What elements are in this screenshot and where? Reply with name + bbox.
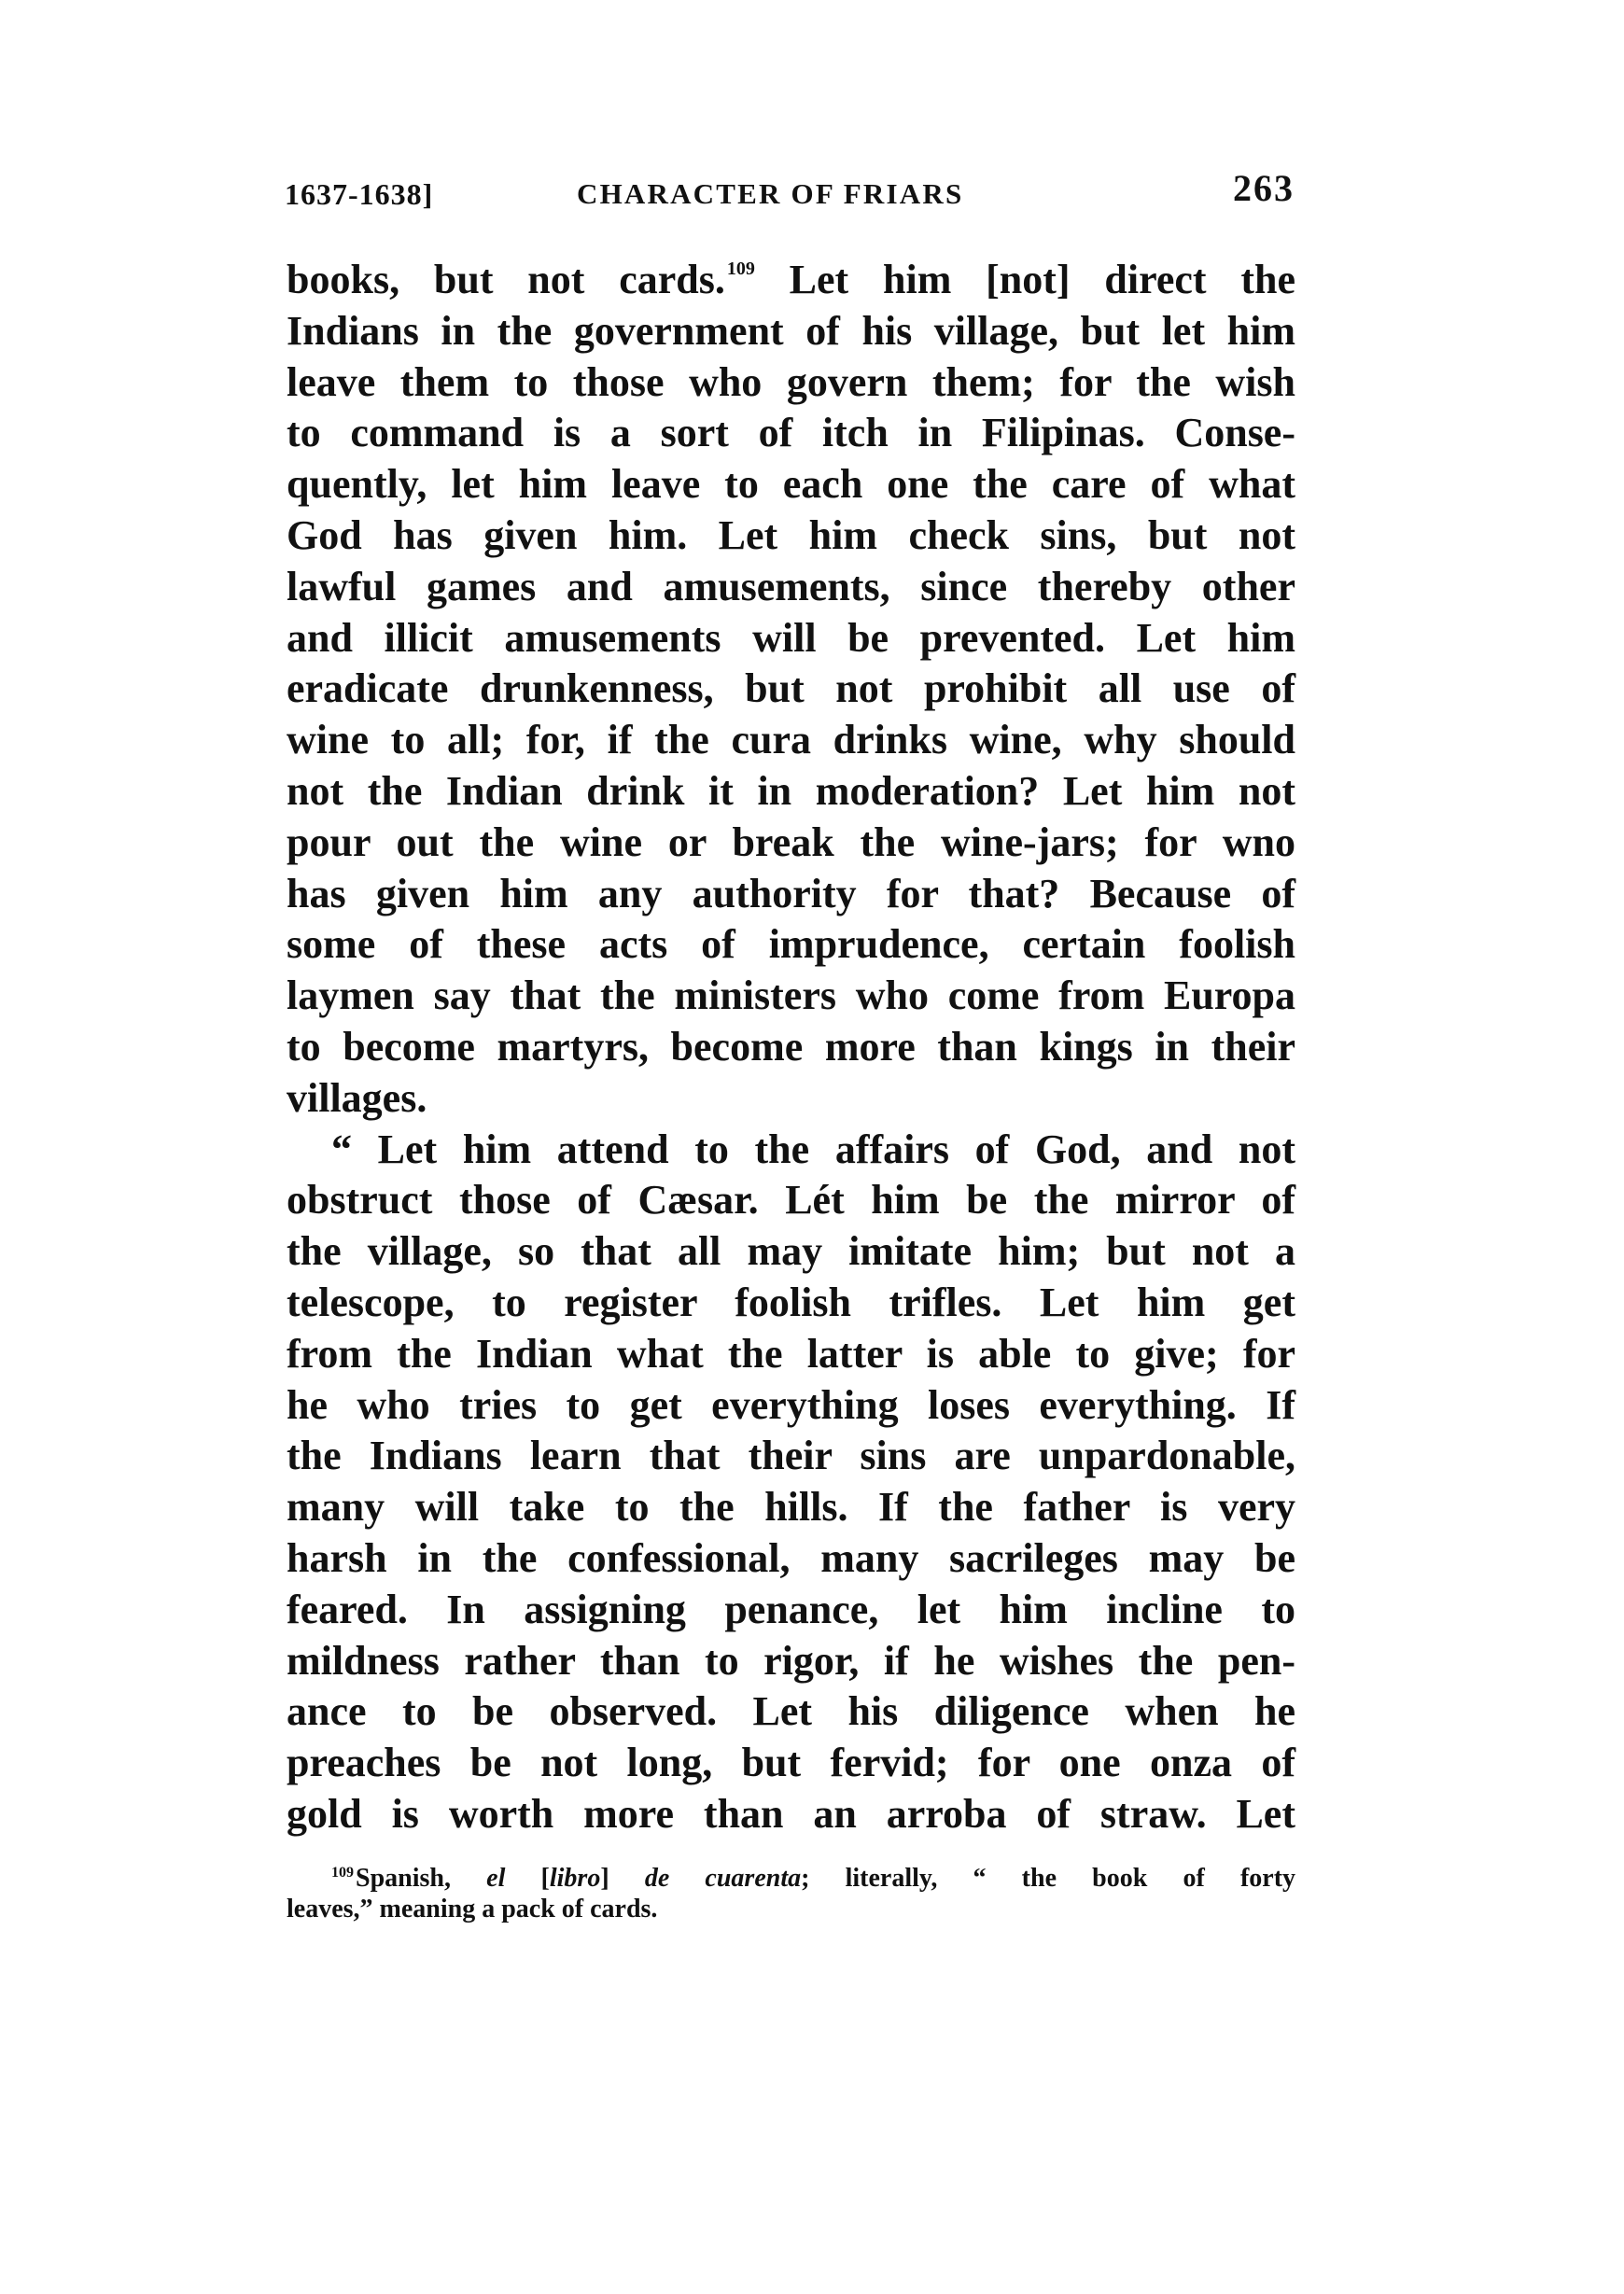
text-line: Indians in the government of his village, but let him: [287, 307, 1295, 354]
text-line: some of these acts of imprudence, certain foolish: [287, 921, 1295, 968]
text-line: he who tries to get everything loses everything. If: [287, 1381, 1295, 1428]
text-line: ance to be observed. Let his diligence when he: [287, 1688, 1295, 1735]
footnote-line: $^{109}$Spanish, el [libro] de cuarenta; literally, “ the book of forty: [331, 1864, 1296, 1893]
text-line: obstruct those of Cæsar. Lét him be the mirror of: [287, 1177, 1295, 1224]
text-line: mildness rather than to rigor, if he wishes the pen-: [287, 1637, 1295, 1684]
text-line: pour out the wine or break the wine-jars; for wno: [287, 818, 1295, 865]
text-line: leave them to those who govern them; for the wish: [287, 358, 1295, 405]
text-line: harsh in the confessional, many sacrileges may be: [287, 1534, 1295, 1581]
text-line: wine to all; for, if the cura drinks wine, why should: [287, 717, 1295, 763]
text-line: feared. In assigning penance, let him incline to: [287, 1586, 1295, 1632]
footnote-reference[interactable]: 109: [726, 259, 755, 279]
running-head: [285, 167, 1295, 220]
running-head-years: 1637-1638]: [285, 177, 434, 211]
text-line: eradicate drunkenness, but not prohibit all use of: [287, 665, 1295, 712]
paragraph-start-line: “ Let him attend to the affairs of God, and not: [331, 1126, 1295, 1172]
text-line: gold is worth more than an arroba of straw. Let: [287, 1790, 1295, 1837]
text-line: to become martyrs, become more than kings in their: [287, 1023, 1295, 1070]
text-line: not the Indian drink it in moderation? Let him not: [287, 767, 1295, 814]
footnote: [287, 1863, 1295, 1924]
paragraph-end-line: villages.: [287, 1074, 427, 1121]
text-line: preaches be not long, but fervid; for one onza of: [287, 1740, 1295, 1786]
text-line: books, but not cards. $^{109}$ Let him [not] direct the: [287, 257, 1295, 302]
text-line: to command is a sort of itch in Filipinas. Conse-: [287, 410, 1295, 456]
text-line: and illicit amusements will be prevented. Let him: [287, 614, 1295, 661]
text-line: lawful games and amusements, since thereby other: [287, 563, 1295, 609]
page-number: 263: [1233, 167, 1295, 209]
text-line: from the Indian what the latter is able to give; for: [287, 1330, 1295, 1377]
text-line: laymen say that the ministers who come from Europa: [287, 972, 1295, 1019]
footnote-line: leaves,” meaning a pack of cards.: [287, 1895, 658, 1923]
text-line: telescope, to register foolish trifles. Let him get: [287, 1279, 1295, 1325]
footnote-number: 109: [331, 1865, 354, 1881]
running-head-title: CHARACTER OF FRIARS: [577, 177, 964, 210]
text-line: many will take to the hills. If the father is very: [287, 1484, 1295, 1531]
body-text: [287, 255, 1295, 1840]
text-line: God has given him. Let him check sins, but not: [287, 511, 1295, 558]
text-line: has given him any authority for that? Because of: [287, 870, 1295, 916]
text-line: quently, let him leave to each one the care of what: [287, 461, 1295, 508]
text-line: the village, so that all may imitate him; but not a: [287, 1228, 1295, 1275]
text-line: the Indians learn that their sins are unpardonable,: [287, 1433, 1295, 1479]
